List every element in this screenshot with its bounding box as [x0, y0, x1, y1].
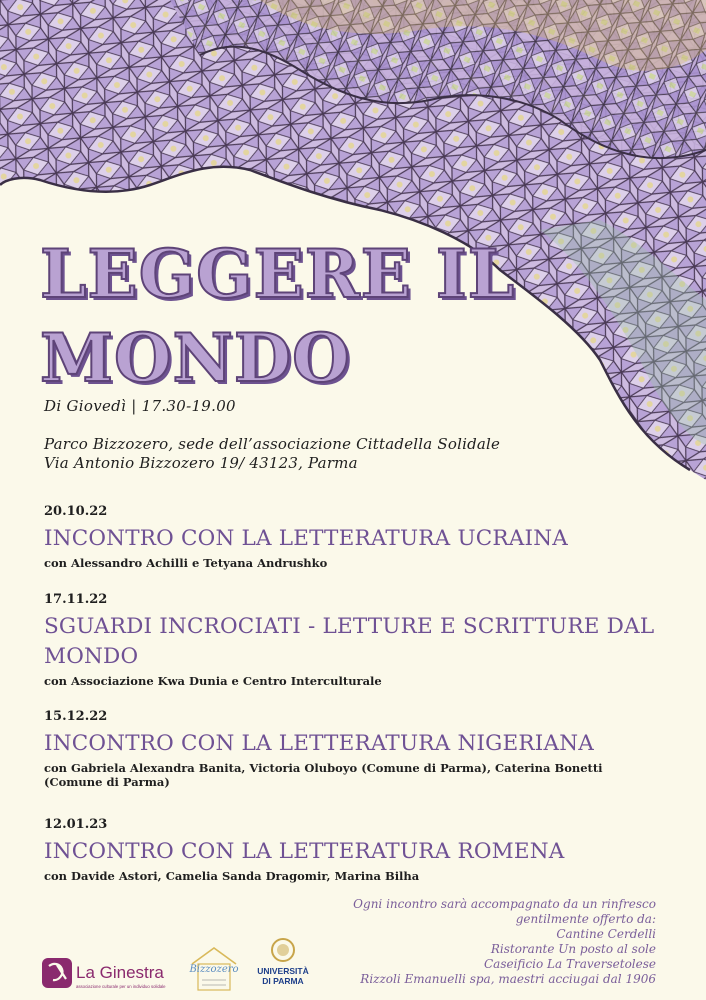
sponsor-item: Ristorante Un posto al sole: [490, 942, 656, 956]
sponsor-item: Rizzoli Emanuelli spa, maestri acciugai dal 1906: [360, 972, 656, 986]
event-item: [44, 708, 664, 789]
event-title: INCONTRO CON LA LETTERATURA NIGERIANA: [44, 731, 594, 756]
la-ginestra-name: La Ginestra: [76, 963, 164, 982]
house-icon: [192, 948, 236, 964]
event-item: [44, 816, 664, 883]
event-guests: con Gabriela Alexandra Banita, Victoria Oluboyo (Comune di Parma), Caterina Bonetti (Comune di Parma): [44, 761, 603, 789]
event-title: INCONTRO CON LA LETTERATURA ROMENA: [44, 839, 565, 864]
page-title: [40, 232, 515, 400]
event-guests: con Associazione Kwa Dunia e Centro Interculturale: [44, 674, 382, 688]
partner-logos: [40, 936, 330, 996]
event-date: 15.12.22: [44, 709, 108, 724]
university-name-line-1: UNIVERSITÀ: [257, 966, 309, 976]
title-line-2: MONDO: [40, 319, 351, 397]
venue-line-1: Parco Bizzozero, sede dell’associazione Cittadella Solidale: [44, 435, 501, 453]
sponsor-note: [296, 897, 656, 987]
event-guests: con Alessandro Achilli e Tetyana Andrushko: [44, 556, 328, 570]
event-item: [44, 503, 664, 570]
sponsor-item: Cantine Cerdelli: [556, 927, 656, 941]
sponsor-intro-1: Ogni incontro sarà accompagnato da un rinfresco: [353, 897, 656, 911]
la-ginestra-logo: [42, 958, 166, 989]
event-title: INCONTRO CON LA LETTERATURA UCRAINA: [44, 526, 568, 551]
schedule-text: Di Giovedì | 17.30-19.00: [44, 397, 236, 415]
event-guests: con Davide Astori, Camelia Sanda Dragomir, Marina Bilha: [44, 869, 420, 883]
la-ginestra-icon: [42, 958, 72, 988]
sponsor-item: Caseificio La Traversetolese: [484, 957, 656, 971]
bizzozero-name: Bizzozero: [189, 964, 239, 975]
event-date: 20.10.22: [44, 504, 108, 519]
bizzozero-logo: [188, 948, 238, 990]
event-title: SGUARDI INCROCIATI - LETTURE E SCRITTURE DAL MONDO: [44, 614, 655, 669]
university-of-parma-logo: [257, 939, 308, 986]
la-ginestra-tagline: associazione culturale per un individuo solidale: [76, 984, 166, 989]
event-date: 17.11.22: [44, 592, 108, 607]
sponsor-intro-2: gentilmente offerto da:: [515, 912, 656, 926]
venue-line-2: Via Antonio Bizzozero 19/ 43123, Parma: [44, 454, 358, 472]
event-item: [44, 591, 664, 688]
event-date: 12.01.23: [44, 817, 108, 832]
university-name-line-2: DI PARMA: [262, 976, 304, 986]
title-line-1: LEGGERE IL: [40, 235, 516, 313]
venue-address: [44, 435, 500, 473]
